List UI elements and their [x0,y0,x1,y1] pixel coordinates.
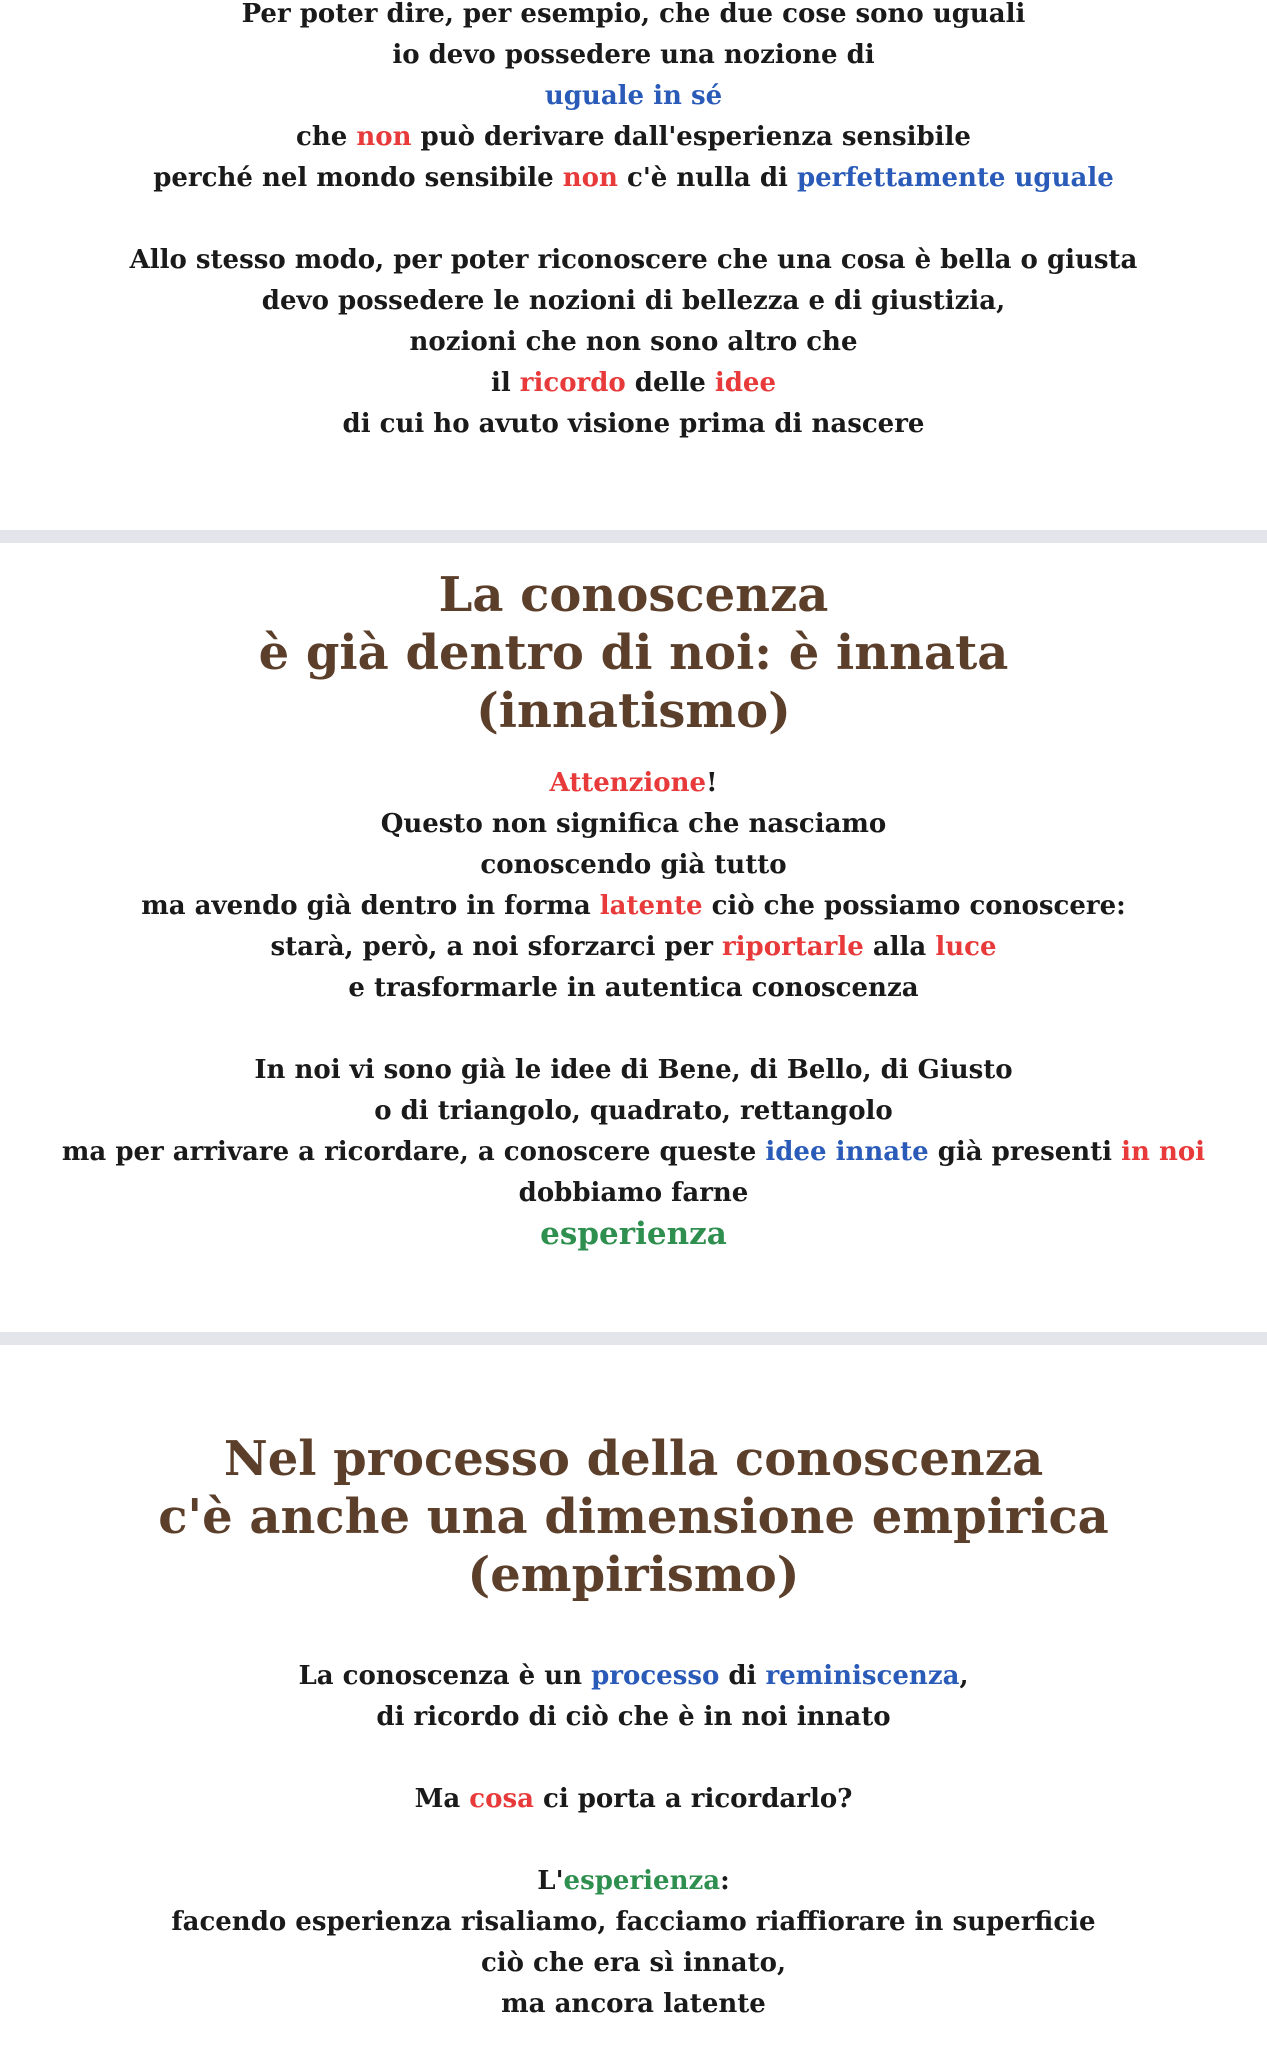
paragraph-uguaglianza [0,0,1267,199]
text-line: conoscendo già tutto [480,850,787,880]
heading-line: è già dentro di noi: è innata [258,625,1009,681]
text-fragment: di [719,1661,766,1691]
text-line [0,158,1267,199]
text-line [0,363,1267,404]
paragraph-bellezza-giustizia [0,240,1267,445]
text-line: o di triangolo, quadrato, rettangolo [374,1096,893,1126]
text-fragment: alla [863,932,936,962]
highlight-latente: latente [599,891,703,921]
text-line: Allo stesso modo, per poter riconoscere che una cosa è bella o giusta [129,245,1138,275]
highlight-non: non [562,163,618,193]
text-line [0,1656,1267,1697]
text-line: di cui ho avuto visione prima di nascere [342,409,925,439]
section-divider [0,530,1267,543]
text-line: Questo non significa che nasciamo [380,809,887,839]
heading-innatismo [0,566,1267,740]
text-line: di ricordo di ciò che è in noi innato [376,1702,891,1732]
heading-line: La conoscenza [438,567,829,623]
highlight-esperienza: esperienza [540,1216,727,1252]
text-fragment: ci porta a ricordarlo? [533,1784,853,1814]
highlight-processo: processo [591,1661,720,1691]
text-fragment: L' [537,1866,564,1896]
text-line [0,117,1267,158]
text-line [0,1132,1267,1173]
text-line [0,886,1267,927]
section-innatismo-body [0,763,1267,1255]
section-innatismo [0,566,1267,740]
highlight-non: non [356,122,412,152]
text-line: In noi vi sono già le idee di Bene, di Bello, di Giusto [254,1055,1013,1085]
text-fragment: può derivare dall'esperienza sensibile [411,122,971,152]
highlight-esperienza: esperienza [563,1866,721,1896]
text-line: e trasformarle in autentica conoscenza [348,973,919,1003]
text-fragment: Ma [414,1784,470,1814]
text-line: dobbiamo farne [518,1178,749,1208]
text-fragment: ma avendo già dentro in forma [141,891,600,921]
text-fragment: già presenti [928,1137,1122,1167]
text-line: devo possedere le nozioni di bellezza e di giustizia, [261,286,1006,316]
highlight-in-noi: in noi [1121,1137,1206,1167]
text-line [0,927,1267,968]
text-fragment: ! [706,768,718,798]
highlight-idee-innate: idee innate [765,1137,929,1167]
text-fragment: il [490,368,520,398]
heading-line: Nel processo della conoscenza [223,1431,1044,1487]
text-line: nozioni che non sono altro che [409,327,858,357]
text-line [0,763,1267,804]
paragraph-attenzione [0,763,1267,1009]
text-fragment: che [296,122,357,152]
highlight-reminiscenza: reminiscenza [765,1661,960,1691]
text-fragment: : [720,1866,730,1896]
text-fragment: ciò che possiamo conoscere: [702,891,1126,921]
section-divider [0,1332,1267,1345]
text-fragment: La conoscenza è un [298,1661,592,1691]
highlight-ricordo: ricordo [519,368,626,398]
highlight-cosa: cosa [469,1784,534,1814]
paragraph-domanda [0,1779,1267,1820]
highlight-luce: luce [935,932,997,962]
text-line: ciò che era sì innato, [480,1948,787,1978]
text-fragment: starà, però, a noi sforzarci per [270,932,722,962]
text-line [0,1861,1267,1902]
highlight-riportarle: riportarle [721,932,864,962]
text-fragment: delle [625,368,715,398]
highlight-perfettamente-uguale: perfettamente uguale [796,163,1114,193]
heading-line: (empirismo) [467,1547,800,1603]
text-fragment: ma per arrivare a ricordare, a conoscere queste [61,1137,766,1167]
text-line: ma ancora latente [501,1989,766,2019]
text-line: facendo esperienza risaliamo, facciamo riaffiorare in superficie [171,1907,1096,1937]
text-fragment: , [959,1661,969,1691]
paragraph-idee-innate [0,1050,1267,1255]
heading-empirismo [0,1430,1267,1604]
text-line [0,1779,1267,1820]
text-fragment: perché nel mondo sensibile [153,163,563,193]
highlight-attenzione: Attenzione [549,768,707,798]
section-empirismo [0,1430,1267,1604]
text-line: Per poter dire, per esempio, che due cose sono uguali [241,0,1026,29]
paragraph-esperienza [0,1861,1267,2025]
heading-line: c'è anche una dimensione empirica [158,1489,1109,1545]
paragraph-reminiscenza [0,1656,1267,1738]
highlight-uguale-in-se: uguale in sé [544,81,723,111]
text-line: io devo possedere una nozione di [392,40,875,70]
text-fragment: c'è nulla di [617,163,797,193]
section-uguale-in-se [0,0,1267,445]
highlight-idee: idee [714,368,777,398]
section-empirismo-body [0,1656,1267,2025]
heading-line: (innatismo) [476,683,791,739]
